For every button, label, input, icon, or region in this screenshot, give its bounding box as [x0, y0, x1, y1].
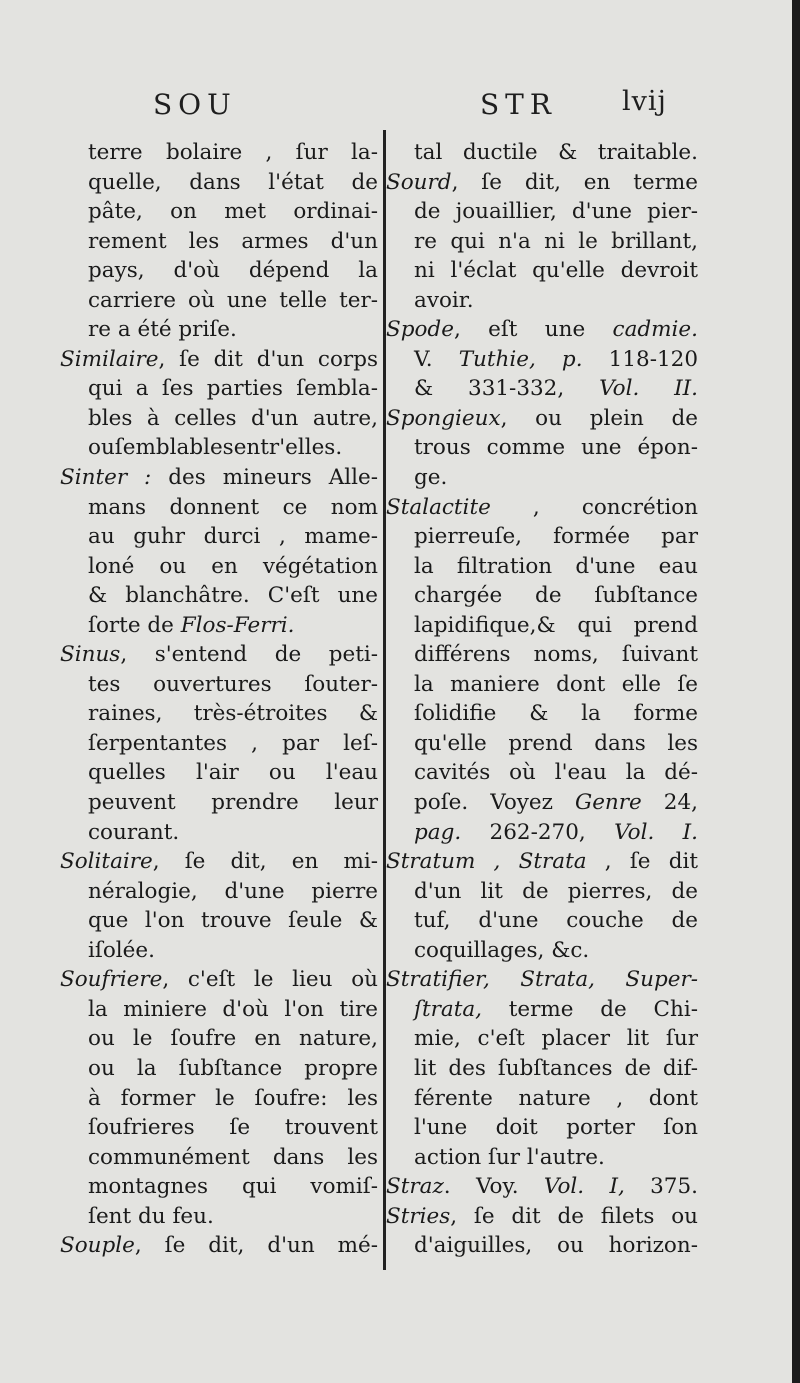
line-text: , c'eſt le lieu où [162, 967, 378, 993]
text-line [60, 670, 378, 700]
line-text: chargée de ſubſtance [414, 583, 698, 609]
headword: Souple [60, 1233, 135, 1259]
text-line [386, 345, 698, 375]
line-text: la filtration d'une eau [414, 553, 698, 579]
line-text: courant. [88, 819, 180, 845]
entry-headword-line [60, 345, 378, 375]
line-text: ſolidifie & la forme [414, 701, 698, 727]
line-text: ni l'éclat qu'elle devroit [414, 258, 698, 284]
text-line [386, 758, 698, 788]
line-text: néralogie, d'une pierre [88, 878, 378, 904]
line-text: 24, [641, 790, 699, 816]
line-text: que l'on trouve ſeule & [88, 908, 378, 934]
text-line [386, 581, 698, 611]
text-line [60, 522, 378, 552]
headword: Spongieux [386, 405, 501, 431]
headword: Spode [386, 317, 454, 343]
text-line [60, 788, 378, 818]
line-text: cavités où l'eau la dé- [414, 760, 698, 786]
line-text: la maniere dont elle ſe [414, 671, 698, 697]
italic-text: Tuthie, p. [458, 346, 583, 372]
entry-headword-line [386, 404, 698, 434]
line-text: , s'entend de peti- [120, 642, 378, 668]
text-line [386, 1231, 698, 1261]
right-column [386, 138, 698, 1261]
text-line [386, 374, 698, 404]
line-text: ouſemblablesentr'elles. [88, 435, 343, 461]
text-line [386, 433, 698, 463]
line-text: de jouaillier, d'une pier- [414, 199, 698, 225]
text-line [386, 611, 698, 641]
entry-headword-line [60, 965, 378, 995]
headword: Stratifier, Strata, Super- [386, 967, 698, 993]
line-text: terre bolaire , ſur la- [88, 140, 378, 165]
text-line [60, 611, 378, 641]
line-text: l'une doit porter ſon [414, 1115, 698, 1141]
line-text: action ſur l'autre. [414, 1144, 605, 1170]
italic-text: Vol. II. [599, 376, 698, 402]
line-text: communément dans les [88, 1144, 378, 1170]
text-line [386, 256, 698, 286]
text-line [60, 197, 378, 227]
line-text: ſorte de [88, 612, 181, 638]
line-text: , ou plein de [500, 405, 698, 431]
line-text: & blanchâtre. C'eſt une [88, 583, 378, 609]
text-line [60, 1202, 378, 1232]
text-line [60, 758, 378, 788]
text-line [60, 168, 378, 198]
text-line [60, 699, 378, 729]
headword: Sinus [60, 642, 121, 668]
line-text: tes ouvertures ſouter- [88, 671, 378, 697]
page-edge [792, 0, 800, 1383]
text-line [386, 286, 698, 316]
text-line [60, 995, 378, 1025]
text-line [60, 1143, 378, 1173]
entry-headword-line [60, 847, 378, 877]
line-text: ou le ſoufre en nature, [88, 1026, 378, 1052]
line-text: avoir. [414, 287, 474, 313]
line-text: , ſe dit, en terme [451, 169, 698, 195]
text-line [386, 1113, 698, 1143]
text-line [60, 138, 378, 168]
text-line [386, 1143, 698, 1173]
text-line [386, 729, 698, 759]
text-line [60, 552, 378, 582]
italic-text: cadmie. [612, 317, 698, 343]
line-text: ſent du feu. [88, 1203, 214, 1229]
text-line [60, 936, 378, 966]
line-text: iſolée. [88, 937, 155, 963]
text-line [386, 1024, 698, 1054]
line-text: la miniere d'où l'on tire [88, 996, 378, 1022]
line-text: terme de Chi- [482, 996, 698, 1022]
running-head-left: SOU [153, 88, 237, 121]
headword: Similaire [60, 346, 159, 372]
text-line [386, 788, 698, 818]
line-text: férente nature , dont [414, 1085, 698, 1111]
text-line [60, 315, 378, 345]
entry-headword-line [386, 493, 698, 523]
text-line [60, 1113, 378, 1143]
text-line [60, 374, 378, 404]
line-text: bles à celles d'un autre, [88, 405, 378, 431]
line-text: d'aiguilles, ou horizon- [414, 1233, 698, 1259]
italic-text: pag. [414, 819, 462, 845]
line-text: . Voy. [443, 1174, 544, 1200]
line-text: , eſt une [453, 317, 613, 343]
text-line [60, 493, 378, 523]
line-text: qu'elle prend dans les [414, 730, 698, 756]
line-text: 118-120 [582, 346, 698, 372]
headword: Straz [386, 1174, 444, 1200]
entry-headword-line [386, 1172, 698, 1202]
text-line [60, 1024, 378, 1054]
text-line [386, 1054, 698, 1084]
text-line [386, 463, 698, 493]
line-text: V. [414, 346, 459, 372]
text-line [60, 877, 378, 907]
text-line [60, 1054, 378, 1084]
line-text: pâte, on met ordinai- [88, 199, 378, 225]
line-text: tal ductile & traitable. [414, 140, 698, 165]
text-line [60, 227, 378, 257]
italic-text: Genre [575, 790, 642, 816]
line-text: , ſe dit, en mi- [152, 849, 378, 875]
line-text: qui a ſes parties ſembla- [88, 376, 378, 402]
line-text: & 331-332, [414, 376, 600, 402]
line-text: tuf, d'une couche de [414, 908, 698, 934]
line-text: au guhr durci , mame- [88, 524, 378, 550]
line-text: peuvent prendre leur [88, 790, 378, 816]
line-text: 262-270, [461, 819, 615, 845]
text-line [60, 1172, 378, 1202]
text-line [386, 995, 698, 1025]
text-line [386, 227, 698, 257]
line-text: mans donnent ce nom [88, 494, 378, 520]
line-text: coquillages, &c. [414, 937, 590, 963]
line-text: à former le ſoufre: les [88, 1085, 378, 1111]
entry-headword-line [60, 1231, 378, 1261]
line-text: carriere où une telle ter- [88, 287, 378, 313]
line-text: pierreuſe, formée par [414, 524, 698, 550]
entry-headword-line [60, 640, 378, 670]
text-line [386, 1084, 698, 1114]
text-line [386, 670, 698, 700]
text-line [386, 699, 698, 729]
text-line [60, 1084, 378, 1114]
text-line [60, 404, 378, 434]
italic-text: ſtrata, [414, 996, 482, 1022]
line-text: rement les armes d'un [88, 228, 378, 254]
left-column [60, 138, 378, 1261]
text-line [386, 552, 698, 582]
line-text: des mineurs Alle- [151, 465, 378, 491]
line-text: ſoufrieres ſe trouvent [88, 1115, 378, 1141]
headword: Stalactite [386, 494, 491, 520]
line-text: , ſe dit, d'un mé- [134, 1233, 378, 1259]
line-text: poſe. Voyez [414, 790, 576, 816]
line-text: , ſe dit [586, 849, 698, 875]
line-text: loné ou en végétation [88, 553, 378, 579]
entry-headword-line [386, 965, 698, 995]
text-line [386, 906, 698, 936]
line-text: 375. [624, 1174, 698, 1200]
text-line [60, 581, 378, 611]
entry-headword-line [386, 847, 698, 877]
line-text: lit des ſubſtances de dif- [414, 1055, 698, 1081]
line-text: trous comme une épon- [414, 435, 698, 461]
text-line [386, 877, 698, 907]
page-number: lvij [622, 86, 667, 117]
line-text: ſerpentantes , par leſ- [88, 730, 378, 756]
line-text: , ſe dit de filets ou [450, 1203, 698, 1229]
text-line [386, 640, 698, 670]
line-text: d'un lit de pierres, de [414, 878, 698, 904]
text-line [386, 197, 698, 227]
text-line [386, 818, 698, 848]
text-line [60, 433, 378, 463]
text-line [386, 522, 698, 552]
entry-headword-line [386, 168, 698, 198]
line-text: différens noms, ſuivant [414, 642, 698, 668]
text-line [60, 286, 378, 316]
line-text: ge. [414, 465, 448, 491]
line-text: re a été priſe. [88, 317, 237, 343]
line-text: mie, c'eſt placer lit ſur [414, 1026, 698, 1052]
line-text: ou la ſubſtance propre [88, 1055, 378, 1081]
italic-text: Flos-Ferri. [180, 612, 295, 638]
italic-text: Vol. I. [614, 819, 698, 845]
line-text: lapidifique,& qui prend [414, 612, 698, 638]
headword: Solitaire [60, 849, 153, 875]
line-text: quelle, dans l'état de [88, 169, 378, 195]
line-text: montagnes qui vomiſ- [88, 1174, 378, 1200]
headword: Stratum , Strata [386, 849, 587, 875]
entry-headword-line [386, 315, 698, 345]
line-text: raines, très-étroites & [88, 701, 378, 727]
text-line [60, 906, 378, 936]
headword: Sourd [386, 169, 452, 195]
text-line [386, 138, 698, 168]
italic-text: Vol. I, [543, 1174, 625, 1200]
text-line [60, 256, 378, 286]
line-text: pays, d'où dépend la [88, 258, 378, 284]
headword: Soufriere [60, 967, 163, 993]
line-text: quelles l'air ou l'eau [88, 760, 378, 786]
text-line [60, 729, 378, 759]
text-line [386, 936, 698, 966]
running-head-right: STR [480, 88, 557, 121]
headword: Stries [386, 1203, 451, 1229]
text-line [60, 818, 378, 848]
headword: Sinter : [60, 465, 152, 491]
line-text: re qui n'a ni le brillant, [414, 228, 698, 254]
line-text: , ſe dit d'un corps [158, 346, 378, 372]
entry-headword-line [60, 463, 378, 493]
entry-headword-line [386, 1202, 698, 1232]
line-text: , concrétion [490, 494, 698, 520]
